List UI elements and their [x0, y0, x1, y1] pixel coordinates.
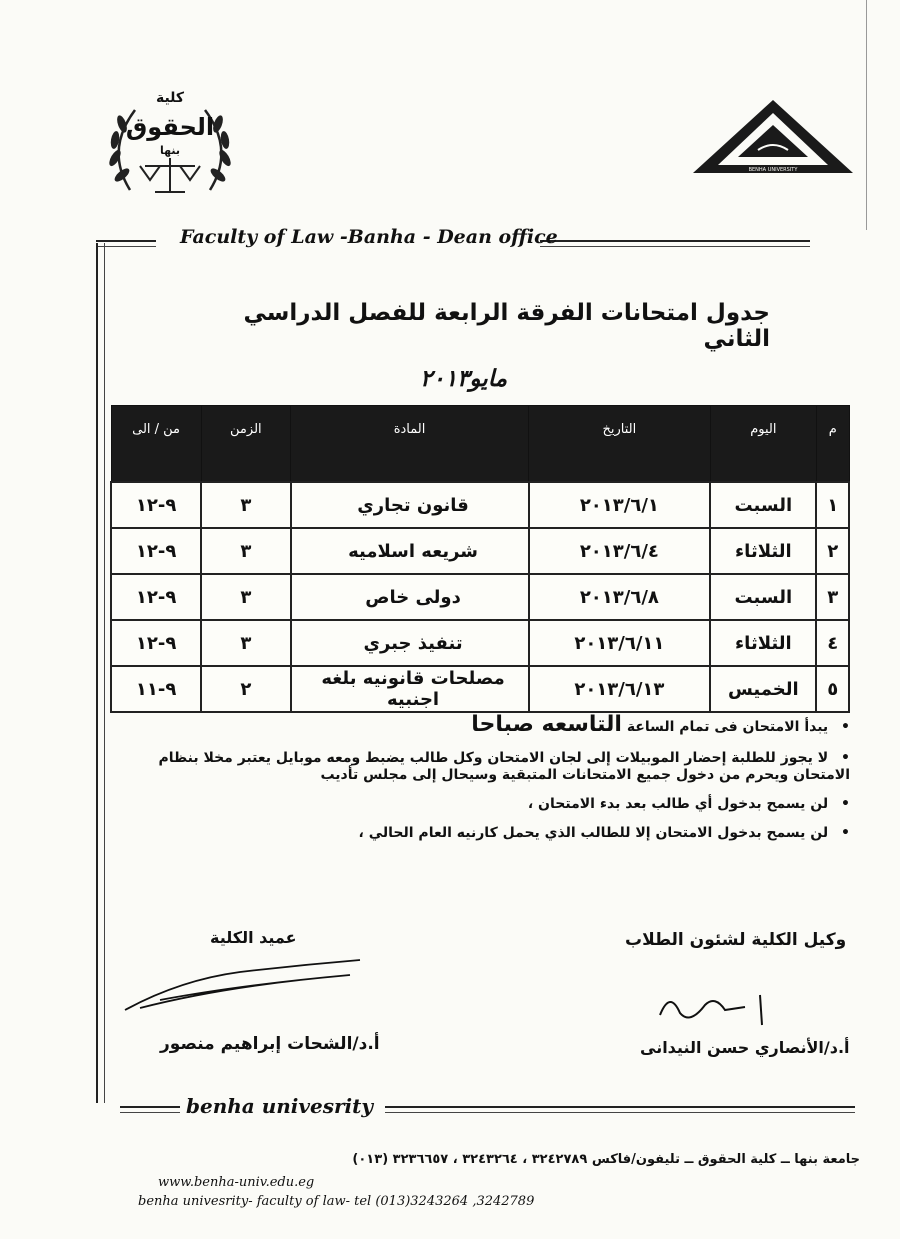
bullet-icon: •	[841, 750, 850, 767]
row-date: ٢٠١٣/٦/١١	[529, 620, 711, 666]
row-time: ٩-١١	[111, 666, 201, 712]
faculty-logo	[100, 80, 240, 220]
page-subtitle: مايو٢٠١٣	[420, 366, 508, 392]
table-row	[111, 666, 849, 712]
start-time-highlight: التاسعه صباحا	[471, 712, 622, 737]
rule-item	[110, 825, 850, 842]
row-subject: تنفيذ جبري	[291, 620, 529, 666]
row-date: ٢٠١٣/٦/٤	[529, 528, 711, 574]
row-duration: ٣	[201, 620, 290, 666]
university-logo	[688, 95, 858, 180]
frame-line	[120, 1106, 180, 1113]
dean-title: عميد الكلية	[210, 928, 297, 947]
svg-text:كلية: كلية	[155, 90, 185, 106]
row-date: ٢٠١٣/٦/١	[529, 482, 711, 528]
row-time: ٩-١٢	[111, 482, 201, 528]
header-duration: الزمن	[201, 406, 290, 483]
row-duration: ٣	[201, 574, 290, 620]
row-day: الثلاثاء	[710, 528, 816, 574]
footer-address: جامعة بنها ــ كلية الحقوق ــ تليفون/فاكس ٣٢٤٢٧٨٩ ، ٣٢٤٣٢٦٤ ، ٣٢٣٦٦٥٧ (٠١٣)	[352, 1152, 860, 1167]
row-date: ٢٠١٣/٦/١٣	[529, 666, 711, 712]
row-subject: دولى خاص	[291, 574, 529, 620]
exam-schedule-table	[110, 405, 850, 713]
scan-edge-line	[866, 0, 871, 230]
bullet-icon: •	[841, 719, 850, 735]
header-time: من / الى	[111, 406, 201, 483]
frame-line	[540, 240, 810, 247]
rule-text: يبدأ الامتحان فى تمام الساعة	[626, 719, 829, 735]
page-title: جدول امتحانات الفرقة الرابعة للفصل الدراسي الثاني	[243, 300, 770, 352]
row-num: ٣	[816, 574, 849, 620]
table-header-row	[111, 406, 849, 483]
row-subject: مصلحات قانونيه بلغه اجنبيه	[291, 666, 529, 712]
header-date: التاريخ	[529, 406, 711, 483]
frame-line	[96, 243, 105, 1103]
row-day: السبت	[710, 574, 816, 620]
row-date: ٢٠١٣/٦/٨	[529, 574, 711, 620]
table-row	[111, 574, 849, 620]
frame-line	[96, 240, 156, 247]
row-num: ١	[816, 482, 849, 528]
vice-dean-name: أ.د/الأنصاري حسن النيدانى	[640, 1038, 850, 1057]
exam-rules	[110, 712, 850, 854]
header-num: م	[816, 406, 849, 483]
rule-text: لن يسمح بدخول أي طالب بعد بدء الامتحان ،	[527, 795, 829, 812]
dean-name: أ.د/الشحات إبراهيم منصور	[160, 1034, 380, 1054]
row-num: ٥	[816, 666, 849, 712]
vice-dean-title: وكيل الكلية لشئون الطلاب	[625, 930, 847, 950]
footer-contact: benha univesrity- faculty of law- tel (013)3243264 ,3242789	[138, 1194, 535, 1209]
rule-text: لا يجوز للطلبة إحضار الموبيلات إلى لجان الامتحان وكل طالب يضبط ومعه موبايل يعتبر مخلا بنظام الامتحان ويحرم من دخول جميع الامتحانات المتبقية وسيحال إلى مجلس تأديب	[158, 750, 850, 784]
row-duration: ٢	[201, 666, 290, 712]
footer-website: www.benha-univ.edu.eg	[158, 1175, 315, 1190]
header-day: اليوم	[710, 406, 816, 483]
row-subject: قانون تجاري	[291, 482, 529, 528]
footer-university: benha univesrity	[186, 1094, 373, 1118]
svg-text:بنها: بنها	[159, 144, 181, 157]
row-num: ٤	[816, 620, 849, 666]
row-subject: شريعه اسلاميه	[291, 528, 529, 574]
svg-text:BENHA UNIVERSITY: BENHA UNIVERSITY	[748, 167, 798, 173]
office-line: Faculty of Law -Banha - Dean office	[180, 226, 558, 248]
row-duration: ٣	[201, 482, 290, 528]
header-subject: المادة	[291, 406, 529, 483]
row-time: ٩-١٢	[111, 528, 201, 574]
bullet-icon: •	[841, 824, 850, 841]
table-row	[111, 482, 849, 528]
row-day: الخميس	[710, 666, 816, 712]
row-num: ٢	[816, 528, 849, 574]
svg-text:الحقوق: الحقوق	[125, 113, 215, 141]
row-time: ٩-١٢	[111, 574, 201, 620]
frame-line	[385, 1106, 855, 1113]
dean-signature	[120, 950, 370, 1020]
rule-item	[110, 712, 850, 738]
row-duration: ٣	[201, 528, 290, 574]
rule-text: لن يسمح بدخول الامتحان إلا للطالب الذي يحمل كارنيه العام الحالي ،	[358, 824, 829, 841]
vice-dean-signature	[650, 985, 790, 1035]
row-day: الثلاثاء	[710, 620, 816, 666]
table-row	[111, 528, 849, 574]
bullet-icon: •	[841, 795, 850, 812]
row-day: السبت	[710, 482, 816, 528]
table-row	[111, 620, 849, 666]
rule-item	[110, 750, 850, 784]
row-time: ٩-١٢	[111, 620, 201, 666]
rule-item	[110, 796, 850, 813]
